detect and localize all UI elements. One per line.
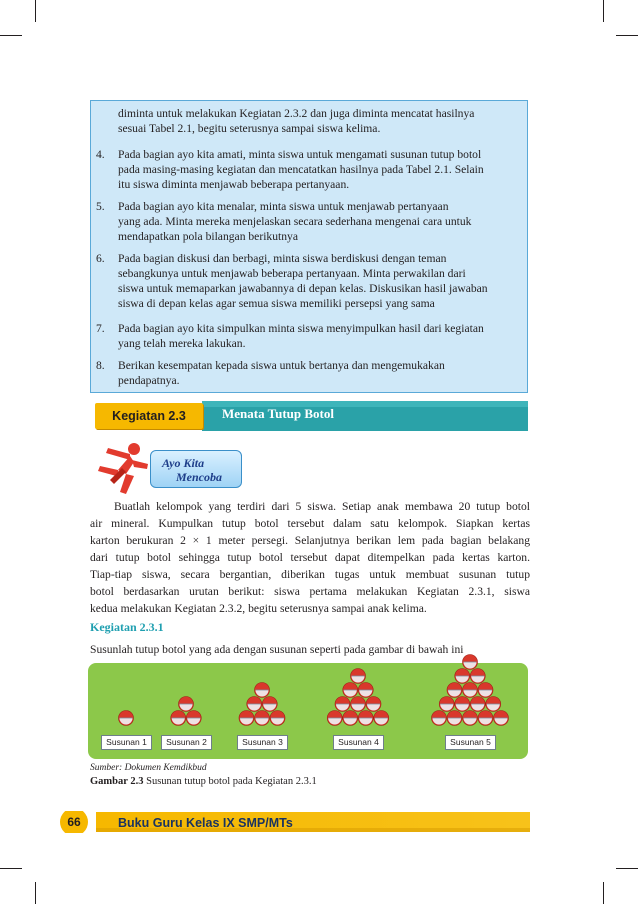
figure-source: Sumber: Dokumen Kemdikbud bbox=[90, 763, 207, 773]
text-line: Pada bagian ayo kita menalar, minta siswa untuk menjawab pertanyaan bbox=[118, 200, 449, 213]
bottle-cap bbox=[255, 711, 270, 726]
text-line: kedua melakukan Kegiatan 2.3.2, begitu seterusnya sampai anak kelima. bbox=[90, 602, 427, 615]
arrangement-label: Susunan 4 bbox=[333, 735, 384, 750]
text-line: yang ada. Minta mereka menjelaskan secara sederhana mengenai cara untuk bbox=[118, 215, 472, 228]
bottle-cap bbox=[478, 711, 493, 726]
text-line: sesuai Tabel 2.1, begitu seterusnya sampai siswa kelima. bbox=[118, 122, 381, 135]
bottle-cap bbox=[486, 697, 501, 712]
bottle-cap bbox=[463, 711, 478, 726]
bottle-cap bbox=[262, 697, 277, 712]
bottle-cap bbox=[239, 711, 254, 726]
arrangement-label: Susunan 5 bbox=[445, 735, 496, 750]
item-number: 4. bbox=[96, 148, 105, 161]
bottle-cap bbox=[447, 711, 462, 726]
text-line: Tiap-tiap siswa, secara bergantian, diberikan tugas untuk membuat susunan tutup bbox=[90, 568, 530, 581]
bottle-cap bbox=[247, 697, 262, 712]
bottle-cap bbox=[374, 711, 389, 726]
bottle-cap bbox=[494, 711, 509, 726]
bottle-cap bbox=[463, 683, 478, 698]
kegiatan-title: Menata Tutup Botol bbox=[222, 406, 334, 421]
bottle-cap bbox=[179, 697, 194, 712]
instruction-text: Susunlah tutup botol yang ada dengan susunan seperti pada gambar di bawah ini bbox=[90, 643, 464, 656]
text-line: siswa di depan kelas agar semua siswa memiliki persepsi yang sama bbox=[118, 297, 435, 310]
bottle-cap bbox=[255, 683, 270, 698]
text-line: dari tutup botol sehingga tutup botol tersebut dapat ditempelkan pada kertas karton. bbox=[90, 551, 530, 564]
bottle-cap bbox=[119, 711, 134, 726]
item-number: 6. bbox=[96, 252, 105, 265]
bottle-cap bbox=[470, 669, 485, 684]
kegiatan-tag: Kegiatan 2.3 bbox=[95, 403, 203, 429]
bottle-cap bbox=[432, 711, 447, 726]
text-line: air mineral. Kumpulkan tutup botol tersebut dalam satu kelompok. Siapkan kertas bbox=[90, 517, 530, 530]
arrangement-label: Susunan 1 bbox=[101, 735, 152, 750]
bottle-cap bbox=[455, 669, 470, 684]
page-number: 66 bbox=[67, 815, 81, 829]
bottle-cap bbox=[171, 711, 186, 726]
text-line: Pada bagian ayo kita amati, minta siswa untuk mengamati susunan tutup botol bbox=[118, 148, 482, 161]
bottle-cap bbox=[439, 697, 454, 712]
bottle-cap bbox=[455, 697, 470, 712]
text-line: diminta untuk melakukan Kegiatan 2.3.2 dan juga diminta mencatat hasilnya bbox=[118, 107, 475, 120]
figure-caption bbox=[90, 776, 317, 787]
text-line: pendapatnya. bbox=[118, 374, 180, 387]
item-number: 7. bbox=[96, 322, 105, 335]
text-line: Berikan kesempatan kepada siswa untuk bertanya dan mengemukakan bbox=[118, 359, 445, 372]
bottle-cap bbox=[327, 711, 342, 726]
text-line: siswa untuk memaparkan jawabannya di depan kelas. Diskusikan hasil jawaban bbox=[118, 282, 488, 295]
bottle-cap bbox=[335, 697, 350, 712]
item-number: 5. bbox=[96, 200, 105, 213]
bottle-cap bbox=[366, 697, 381, 712]
bottle-cap bbox=[463, 655, 478, 670]
text-line: Buatlah kelompok yang terdiri dari 5 siswa. Setiap anak membawa 20 tutup botol bbox=[114, 500, 530, 513]
text-line: Pada bagian diskusi dan berbagi, minta siswa berdiskusi dengan teman bbox=[118, 252, 447, 265]
bottle-cap bbox=[358, 683, 373, 698]
bottle-cap bbox=[186, 711, 201, 726]
bottle-cap bbox=[351, 669, 366, 684]
badge-line-2: Mencoba bbox=[176, 470, 222, 484]
bottle-cap bbox=[358, 711, 373, 726]
bottle-cap bbox=[351, 697, 366, 712]
text-line: botol berdasarkan urutan berikut: siswa pertama melakukan Kegiatan 2.3.1, siswa bbox=[90, 585, 530, 598]
badge-line-1: Ayo Kita bbox=[162, 456, 205, 470]
caption-label: Gambar 2.3 bbox=[90, 776, 144, 787]
text-line: pada masing-masing kegiatan dan mencatatkan hasilnya pada Tabel 2.1. Selain bbox=[118, 163, 484, 176]
text-line: mendapatkan pola bilangan berikutnya bbox=[118, 230, 298, 243]
text-line: Pada bagian ayo kita simpulkan minta siswa menyimpulkan hasil dari kegiatan bbox=[118, 322, 484, 335]
bottle-cap bbox=[270, 711, 285, 726]
text-line: sebangkunya untuk menjawab beberapa pertanyaan. Minta perwakilan dari bbox=[118, 267, 466, 280]
bottle-cap bbox=[343, 711, 358, 726]
text-line: yang telah mereka lakukan. bbox=[118, 337, 246, 350]
bottle-cap bbox=[343, 683, 358, 698]
text-line: itu siswa diminta menjawab beberapa pertanyaan. bbox=[118, 178, 350, 191]
arrangement-label: Susunan 2 bbox=[161, 735, 212, 750]
item-number: 8. bbox=[96, 359, 105, 372]
arrangement-label: Susunan 3 bbox=[237, 735, 288, 750]
caption-text: Susunan tutup botol pada Kegiatan 2.3.1 bbox=[146, 776, 317, 787]
book-title: Buku Guru Kelas IX SMP/MTs bbox=[118, 816, 293, 830]
text-line: karton berukuran 2 × 1 meter persegi. Selanjutnya berikan lem pada bagian belakang bbox=[90, 534, 530, 547]
sub-heading: Kegiatan 2.3.1 bbox=[90, 620, 164, 634]
bottle-cap bbox=[470, 697, 485, 712]
bottle-cap bbox=[478, 683, 493, 698]
bottle-cap bbox=[447, 683, 462, 698]
